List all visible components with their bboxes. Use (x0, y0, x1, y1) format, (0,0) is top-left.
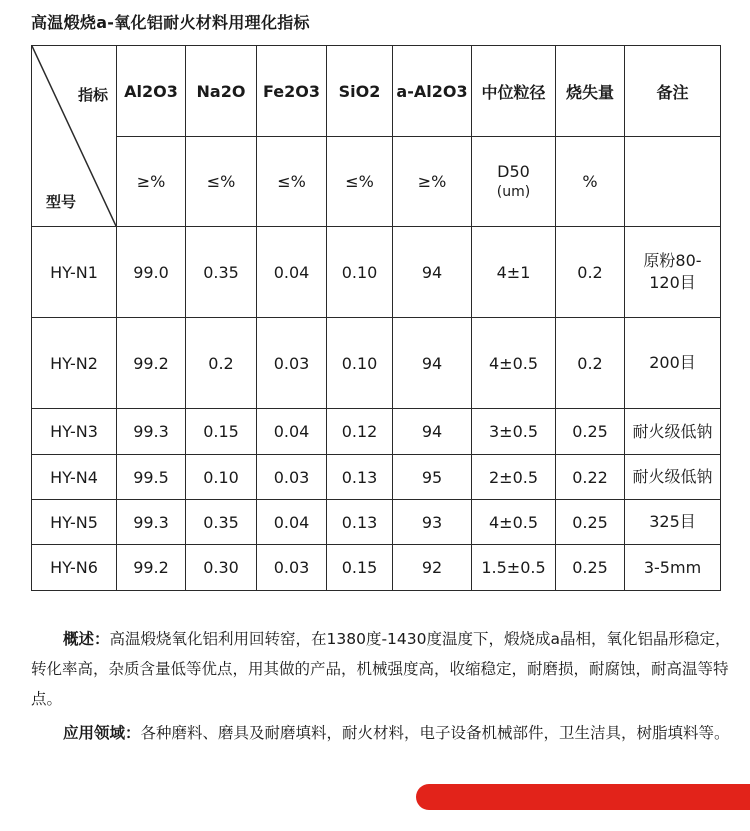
cell-na2o: 0.35 (186, 227, 257, 318)
cell-sio2: 0.15 (327, 545, 393, 591)
header-alpha-al2o3: a-Al2O3 (393, 46, 472, 137)
overview-text: 高温煅烧氧化铝利用回转窑，在1380度-1430度温度下，煅烧成a晶相，氧化铝晶形稳定，转化率高，杂质含量低等优点，用其做的产品，机械强度高，收缩稳定，耐磨损，耐腐蚀，耐高温等特点。 (31, 630, 731, 708)
application-paragraph (31, 718, 731, 748)
cell-model: HY-N6 (32, 545, 117, 591)
corner-cell (32, 46, 117, 227)
overview-label: 概述： (63, 630, 110, 648)
header-loss-on-ignition: 烧失量 (556, 46, 625, 137)
cell-al2o3: 99.2 (117, 318, 186, 409)
header-na2o: Na2O (186, 46, 257, 137)
overview-paragraph (31, 624, 731, 714)
cell-loss: 0.2 (556, 318, 625, 409)
cell-loss: 0.25 (556, 500, 625, 545)
cell-remarks: 耐火级低钠 (625, 409, 721, 455)
cell-alpha-al2o3: 93 (393, 500, 472, 545)
cell-sio2: 0.13 (327, 500, 393, 545)
cell-remarks: 325目 (625, 500, 721, 545)
cell-d50: 4±0.5 (472, 500, 556, 545)
unit-al2o3: ≥% (117, 137, 186, 227)
cell-remarks: 原粉80- 120目 (625, 227, 721, 318)
application-label: 应用领域： (63, 724, 141, 742)
table-row (32, 318, 721, 409)
table-row (32, 455, 721, 500)
cell-d50: 2±0.5 (472, 455, 556, 500)
cell-remarks: 耐火级低钠 (625, 455, 721, 500)
cell-d50: 3±0.5 (472, 409, 556, 455)
cell-alpha-al2o3: 94 (393, 227, 472, 318)
table-row (32, 409, 721, 455)
unit-d50-main: D50 (497, 162, 530, 181)
cell-loss: 0.25 (556, 409, 625, 455)
table-row (32, 545, 721, 591)
header-sio2: SiO2 (327, 46, 393, 137)
table-row (32, 500, 721, 545)
corner-label-indicator: 指标 (77, 86, 108, 104)
description (31, 624, 731, 752)
cell-al2o3: 99.3 (117, 409, 186, 455)
cell-d50: 4±0.5 (472, 318, 556, 409)
cell-na2o: 0.30 (186, 545, 257, 591)
cell-model: HY-N1 (32, 227, 117, 318)
unit-d50 (472, 137, 556, 227)
unit-sio2: ≤% (327, 137, 393, 227)
cell-model: HY-N3 (32, 409, 117, 455)
header-fe2o3: Fe2O3 (257, 46, 327, 137)
cell-model: HY-N5 (32, 500, 117, 545)
cell-sio2: 0.10 (327, 318, 393, 409)
spec-table (31, 45, 721, 591)
page-title: 高温煅烧a-氧化铝耐火材料用理化指标 (31, 13, 310, 32)
cell-remarks: 3-5mm (625, 545, 721, 591)
cell-alpha-al2o3: 94 (393, 409, 472, 455)
unit-alpha-al2o3: ≥% (393, 137, 472, 227)
cell-fe2o3: 0.03 (257, 455, 327, 500)
cell-al2o3: 99.5 (117, 455, 186, 500)
cell-al2o3: 99.3 (117, 500, 186, 545)
cell-alpha-al2o3: 95 (393, 455, 472, 500)
cell-sio2: 0.13 (327, 455, 393, 500)
table-row (32, 227, 721, 318)
cell-d50: 1.5±0.5 (472, 545, 556, 591)
application-text: 各种磨料、磨具及耐磨填料，耐火材料，电子设备机械部件，卫生洁具，树脂填料等。 (140, 724, 730, 742)
decorative-red-bar (416, 784, 750, 810)
unit-fe2o3: ≤% (257, 137, 327, 227)
cell-fe2o3: 0.03 (257, 318, 327, 409)
cell-na2o: 0.2 (186, 318, 257, 409)
cell-alpha-al2o3: 94 (393, 318, 472, 409)
unit-remarks (625, 137, 721, 227)
header-al2o3: Al2O3 (117, 46, 186, 137)
cell-fe2o3: 0.03 (257, 545, 327, 591)
header-row (32, 46, 721, 137)
cell-loss: 0.2 (556, 227, 625, 318)
cell-sio2: 0.12 (327, 409, 393, 455)
cell-model: HY-N2 (32, 318, 117, 409)
cell-na2o: 0.35 (186, 500, 257, 545)
header-median-size: 中位粒径 (472, 46, 556, 137)
unit-d50-sub: (um) (496, 183, 531, 200)
cell-loss: 0.22 (556, 455, 625, 500)
cell-d50: 4±1 (472, 227, 556, 318)
cell-remarks: 200目 (625, 318, 721, 409)
cell-fe2o3: 0.04 (257, 227, 327, 318)
cell-al2o3: 99.2 (117, 545, 186, 591)
unit-loss: % (556, 137, 625, 227)
cell-al2o3: 99.0 (117, 227, 186, 318)
cell-loss: 0.25 (556, 545, 625, 591)
cell-sio2: 0.10 (327, 227, 393, 318)
cell-model: HY-N4 (32, 455, 117, 500)
cell-fe2o3: 0.04 (257, 500, 327, 545)
header-remarks: 备注 (625, 46, 721, 137)
cell-na2o: 0.15 (186, 409, 257, 455)
cell-fe2o3: 0.04 (257, 409, 327, 455)
unit-na2o: ≤% (186, 137, 257, 227)
unit-row (32, 137, 721, 227)
corner-label-model: 型号 (46, 193, 77, 211)
cell-na2o: 0.10 (186, 455, 257, 500)
cell-alpha-al2o3: 92 (393, 545, 472, 591)
